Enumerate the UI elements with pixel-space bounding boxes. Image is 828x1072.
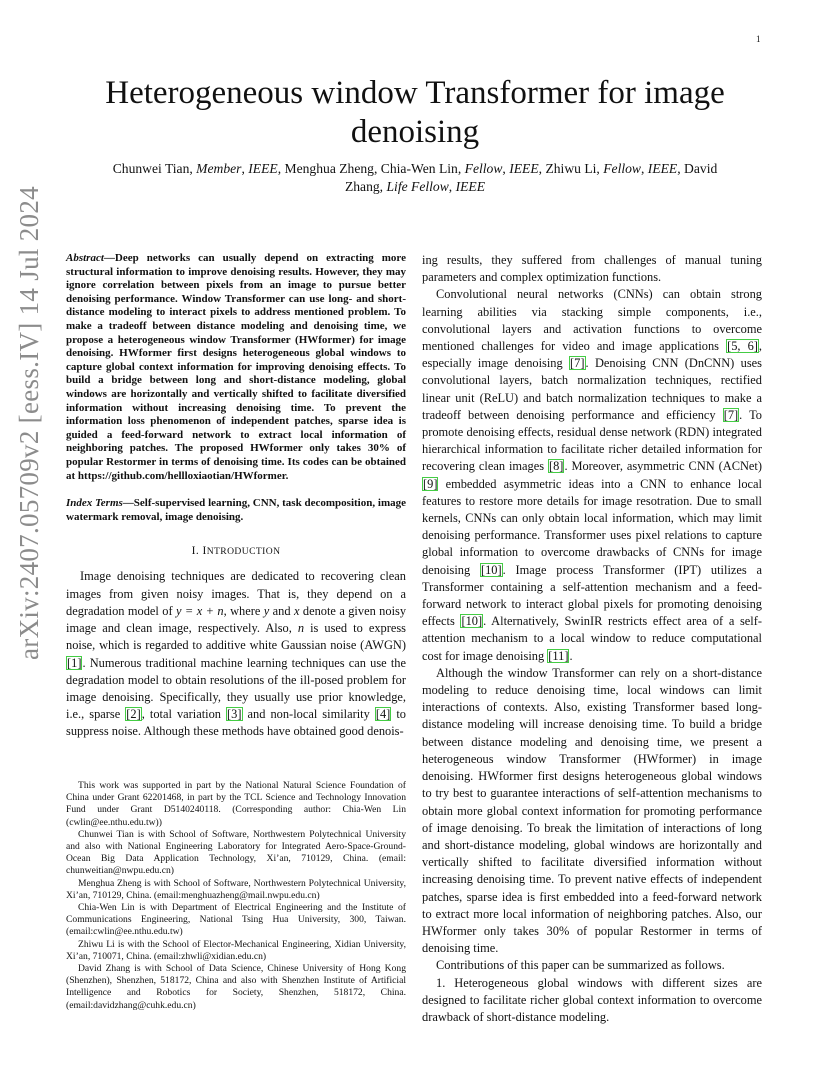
math-symbol: y = x + n [176,603,224,618]
footnote: Chia-Wen Lin is with Department of Electrical Engineering and the Institute of Communications Engineering, National Tsing Hua University, 300, Taiwan. (email:cwlin@ee.nthu.edu.tw) [66,902,406,938]
right-paragraph-1: ing results, they suffered from challenges of manual tuning parameters and complex optimization functions. [422,253,762,285]
page-number: 1 [756,34,761,44]
abstract [66,252,406,483]
citation-link[interactable]: [10] [461,614,483,629]
author-role: IEEE [509,161,539,176]
footnote: Zhiwu Li is with the School of Elector-Mechanical Engineering, Xidian University, Xi’an, 710071, China. (email:zhwli@xidian.edu.cn) [66,938,406,962]
author-list [60,160,770,196]
author-role: IEEE [647,161,678,176]
citation-link[interactable]: [11] [548,648,569,663]
citation-link[interactable]: [9] [423,476,438,491]
math-symbol: y [263,603,270,618]
citation-link[interactable]: [10] [480,562,502,577]
left-column [66,252,406,741]
right-column [422,252,762,1026]
citation-link[interactable]: [4] [375,707,391,722]
abstract-text: —Deep networks can usually depend on extracting more structural information to improve denoising results. However, they may ignore correlation between pixels from an image to pursue better denoising performance. Window Transformer can use long- and short-distance modeling to interact pixels to address mentioned problem. To make a tradeoff between distance modeling and denoising time, we propose a heterogeneous window Transformer (HWformer) for image denoising. HWformer first designs heterogeneous global windows to capture global context information for improving denoising effects. To build a bridge between long and short-distance modeling, global windows are horizontally and vertically shifted to facilitate diversified information without increasing denoising time. To prevent the information loss phenomenon of independent patches, sparse idea is guided a feed-forward network to extract local information of neighboring patches. The proposed HWformer only takes 30% of popular Restormer in terms of denoising time. Its codes can be obtained at https://github.com/hellloxiaotian/HWformer. [66,252,406,482]
right-paragraph-3: Although the window Transformer can rely on a short-distance modeling to reduce denoising time, local windows can limit interactions of contexts. Also, existing Transformer based long-distance modeling will increase denoising time. To build a bridge between distance modeling and denoising time, we present a heterogeneous window Transformer (HWformer) in image denoising. HWformer first designs heterogeneous global windows to try best to guarantee interactions of self-attention mechanisms to obtain more global context information for promoting performance of image denoising. To break the limitation of interactions of long and short-distance modeling, global windows are horizontally and vertically shifted to facilitate diversified information without increasing denoising time. To prevent native effects of independent patches, sparse idea is first embedded into a feed-forward network to extract more local information of neighboring patches. Also, our HWformer only takes 30% of popular Restormer in terms of denoising time. [422,665,762,956]
right-paragraph-5: 1. Heterogeneous global windows with different sizes are designed to facilitate richer global context information to overcome drawback of short-distance modeling. [422,975,762,1024]
author-role: Member [196,161,242,176]
author-role: IEEE [455,179,486,194]
footnote: David Zhang is with School of Data Science, Chinese University of Hong Kong (Shenzhen), Shenzhen, 518172, China and also with Shenzhen Institute of Artificial Intelligence and Robotics for Society, Shenzhen, 518172, China. (email:davidzhang@cuhk.edu.cn) [66,963,406,1011]
arxiv-identifier-stamp: arXiv:2407.05709v2 [eess.IV] 14 Jul 2024 [14,186,44,660]
footnote: Chunwei Tian is with School of Software, Northwestern Polytechnical University and also with National Engineering Laboratory for Integrated Aero-Space-Ground-Ocean Big Data Application Technology, Xi’an, 710129, China. (email: chunweitian@nwpu.edu.cn) [66,828,406,877]
index-terms-text: —Self-supervised learning, CNN, task decomposition, image watermark removal, image denoising. [66,497,406,523]
author-role: Fellow [603,161,641,176]
author-line-2: Zhang, Life Fellow, IEEE [344,179,486,194]
author-role: IEEE [248,161,278,176]
citation-link[interactable]: [8] [548,459,564,474]
citation-link[interactable]: [2] [126,707,141,722]
abstract-lead: Abstract [66,252,104,264]
author-role: Fellow [464,161,503,176]
math-symbol: x [293,603,300,618]
author-line-1: Chunwei Tian, Member, IEEE, Menghua Zheng, Chia-Wen Lin, Fellow, IEEE, Zhiwu Li, Fellow, IEEE, David [112,161,718,176]
citation-link[interactable]: [7] [723,407,739,422]
citation-link[interactable]: [7] [570,356,585,371]
right-paragraph-2: Convolutional neural networks (CNNs) can obtain strong learning abilities via stacking simple components, i.e., convolutional layers and activation functions to overcome mentioned challenges for video and image applications [5, 6], especially image denoising [7]. Denoising CNN (DnCNN) uses convolutional layers, batch normalization techniques, rectified linear unit (ReLU) and batch normalization techniques to make a tradeoff between denoising performance and efficiency [7]. To promote denoising effects, residual dense network (RDN) integrated hierarchical information to facilitate richer detailed information for recovering clean images [8]. Moreover, asymmetric CNN (ACNet) [9] embedded asymmetric ideas into a CNN to enhance local features to restore more details for image resotration. Due to small kernels, CNNs can only obtain local information, which may limit denoising performance. Transformer uses pixel relations to capture global information to overcome drawbacks of CNNs for image denoising [10]. Image process Transformer (IPT) utilizes a Transformer containing a self-attention mechanism and a feed-forward network to interact global pixels for promoting denoising effects [10]. Alternatively, SwinIR restricts effect area of a self-attention mechanism to a local window to reduce computational cost for image denoising [11]. [422,287,762,663]
footnote: Menghua Zheng is with School of Software, Northwestern Polytechnical University, Xi’an, 710129, China. (email:menghuazheng@mail.nwpu.edu.cn) [66,877,406,901]
citation-link[interactable]: [1] [67,655,82,670]
footnotes [66,780,406,1012]
right-paragraph-4: Contributions of this paper can be summarized as follows. [436,958,725,973]
citation-link[interactable]: [3] [227,707,242,722]
index-terms [66,497,406,524]
citation-link[interactable]: [5, 6] [727,339,758,354]
math-symbol: n [297,621,305,636]
footnote: This work was supported in part by the National Natural Science Foundation of China under Grant 62201468, in part by the TCL Science and Technology Innovation Fund under Grant D5140240118. (Corresponding author: Chia-Wen Lin (cwlin@ee.nthu.edu.tw)) [66,780,406,828]
paper-title: Heterogeneous window Transformer for image denoising [105,75,725,150]
intro-paragraph: Image denoising techniques are dedicated to recovering clean images from given noisy images. That is, they depend on a degradation model of y = x + n, where y and x denote a given noisy image and clean image, respectively. Also, n is used to express noise, which is regarded to additive white Gaussian noise (AWGN) [1]. Numerous traditional machine learning techniques can use the degradation model to obtain resolutions of the ill-posed problem for image denoising. Specifically, they usually use prior knowledge, i.e., sparse [2], total variation [3] and non-local similarity [4] to suppress noise. Although these methods have obtained good denois- [66,569,407,739]
author-role: Life Fellow [386,179,449,194]
section-heading-introduction: I. INTRODUCTION [191,544,281,558]
index-terms-lead: Index Terms [66,497,123,510]
